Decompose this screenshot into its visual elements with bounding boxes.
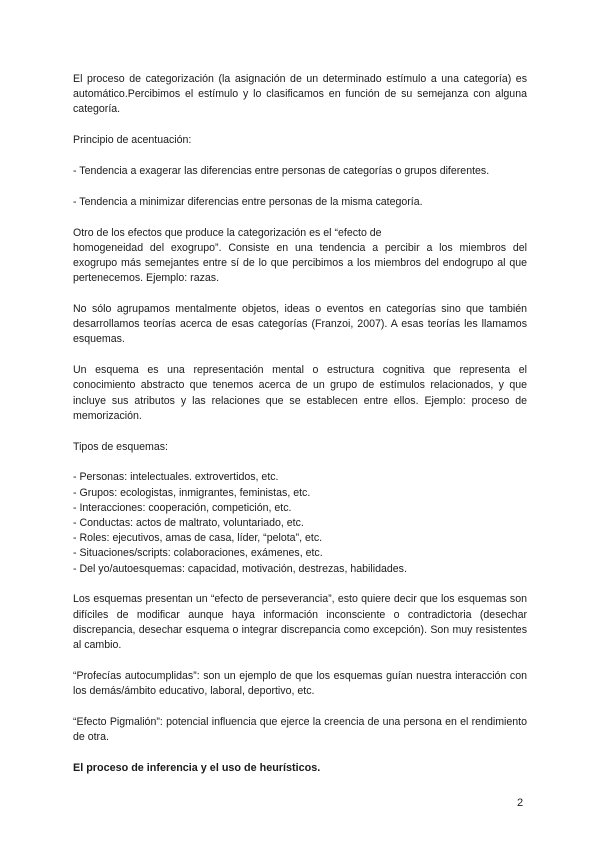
section-heading: El proceso de inferencia y el uso de heurísticos. [73, 761, 321, 774]
schema-types-list [73, 470, 527, 576]
paragraph-tendency-exaggerate: - Tendencia a exagerar las diferencias entre personas de categorías o grupos diferentes. [73, 165, 490, 177]
list-item: - Personas: intelectuales. extrovertidos, etc. [73, 471, 279, 484]
paragraph-homogeneity-rest: homogeneidad del exogrupo”. Consiste en una tendencia a percibir a los miembros del exogrupo más semejantes entre sí de lo que percibimos a los miembros del endogrupo al que pertenecemos. Ejemplo: razas. [73, 241, 527, 285]
paragraph-self-fulfilling-prophecies: “Profecías autocumplidas”: son un ejemplo de que los esquemas guían nuestra interacción con los demás/ámbito educativo, laboral, deportivo, etc. [73, 669, 527, 698]
list-item: - Del yo/autoesquemas: capacidad, motivación, destrezas, habilidades. [73, 562, 407, 575]
page-content [73, 72, 527, 776]
list-item: - Interacciones: cooperación, competición, etc. [73, 501, 292, 514]
list-item: - Conductas: actos de maltrato, voluntariado, etc. [73, 517, 304, 530]
list-item: - Situaciones/scripts: colaboraciones, exámenes, etc. [73, 547, 323, 560]
paragraph-schema-definition: Un esquema es una representación mental o estructura cognitiva que representa el conocimiento abstracto que tenemos acerca de un grupo de estímulos relacionados, y que incluye sus atributos y las relaciones que se establecen entre ellos. Ejemplo: proceso de memorización. [73, 364, 527, 422]
paragraph-tendency-minimize: - Tendencia a minimizar diferencias entre personas de la misma categoría. [73, 195, 423, 208]
paragraph-schema-types-title: Tipos de esquemas: [73, 440, 169, 453]
page-number: 2 [517, 797, 524, 809]
paragraph-homogeneity-line1: Otro de los efectos que produce la categorización es el “efecto de [73, 226, 382, 239]
paragraph-perseverance-effect: Los esquemas presentan un “efecto de perseverancia”, esto quiere decir que los esquemas son difíciles de modificar aunque haya información inconsciente o contradictoria (desechar discrepancia, desechar esquema o integrar discrepancia como excepción). Son muy resistentes al cambio. [73, 593, 527, 652]
paragraph-accentuation-principle: Principio de acentuación: [73, 134, 192, 147]
paragraph-homogeneity-effect [73, 226, 527, 287]
list-item: - Grupos: ecologistas, inmigrantes, feministas, etc. [73, 486, 311, 499]
paragraph-categorization: El proceso de categorización (la asignación de un determinado estímulo a una categoría) es automático.Percibimos el estímulo y lo clasificamos en función de su semejanza con alguna categoría. [73, 73, 527, 116]
paragraph-schema-theories: No sólo agrupamos mentalmente objetos, ideas o eventos en categorías sino que también desarrollamos teorías acerca de esas categorías (Franzoi, 2007). A esas teorías les llamamos esquemas. [73, 303, 527, 346]
paragraph-pygmalion-effect: “Efecto Pigmalión”: potencial influencia que ejerce la creencia de una persona en el rendimiento de otra. [73, 715, 527, 744]
list-item: - Roles: ejecutivos, amas de casa, líder, “pelota”, etc. [73, 532, 323, 545]
